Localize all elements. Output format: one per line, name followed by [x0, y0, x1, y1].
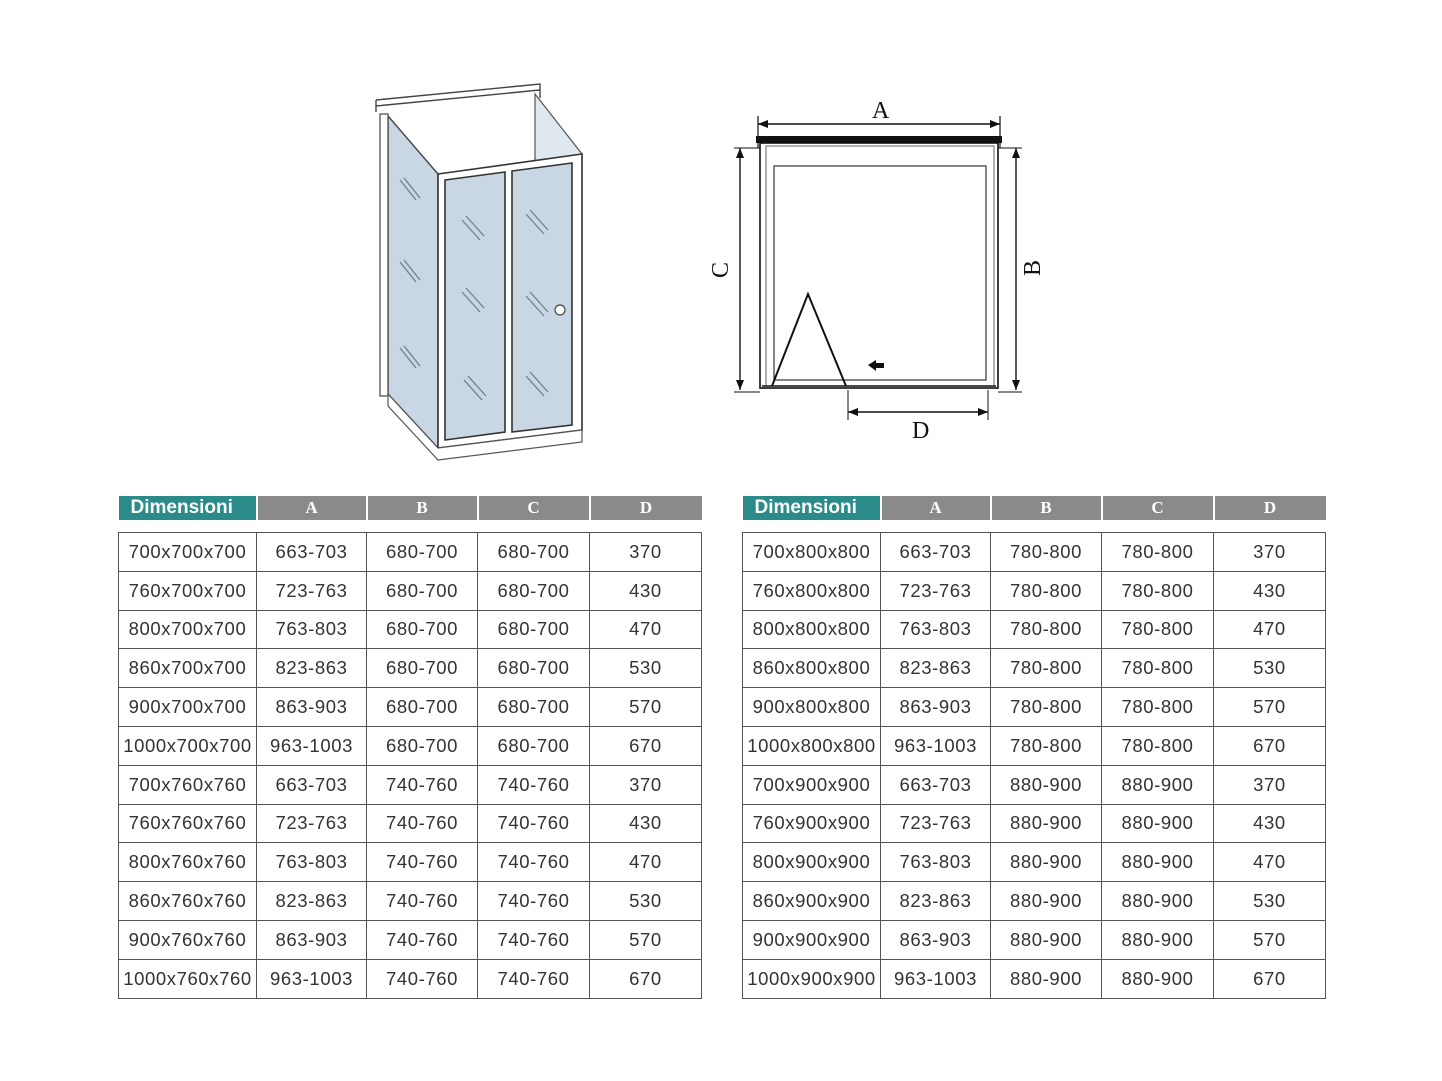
cell-dimensions: 800x900x900 [743, 843, 881, 882]
cell-a: 723-763 [257, 571, 367, 610]
cell-b: 680-700 [367, 726, 478, 765]
column-header-b: B [367, 496, 478, 520]
cell-c: 780-800 [1102, 688, 1214, 727]
cell-d: 570 [590, 688, 702, 727]
dimension-label-d: D [912, 418, 930, 444]
cell-d: 530 [1214, 649, 1326, 688]
dimension-label-b: B [1020, 259, 1046, 277]
cell-d: 570 [1214, 688, 1326, 727]
cell-b: 780-800 [991, 688, 1102, 727]
cell-b: 740-760 [367, 920, 478, 959]
cell-b: 780-800 [991, 533, 1102, 572]
table-row [743, 843, 1326, 882]
cell-a: 963-1003 [881, 726, 991, 765]
cell-c: 740-760 [478, 765, 590, 804]
cell-dimensions: 900x700x700 [119, 688, 257, 727]
cell-b: 880-900 [991, 843, 1102, 882]
cell-dimensions: 700x700x700 [119, 533, 257, 572]
cell-c: 780-800 [1102, 533, 1214, 572]
table-row [119, 688, 702, 727]
cell-a: 863-903 [881, 688, 991, 727]
table-row [743, 920, 1326, 959]
cell-d: 670 [1214, 959, 1326, 998]
cell-dimensions: 1000x700x700 [119, 726, 257, 765]
cell-a: 863-903 [257, 688, 367, 727]
cell-c: 780-800 [1102, 610, 1214, 649]
cell-dimensions: 700x800x800 [743, 533, 881, 572]
cell-d: 670 [590, 959, 702, 998]
cell-c: 740-760 [478, 843, 590, 882]
cell-b: 780-800 [991, 571, 1102, 610]
cell-a: 823-863 [257, 882, 367, 921]
cell-c: 780-800 [1102, 571, 1214, 610]
shower-enclosure-illustration [340, 70, 600, 470]
cell-dimensions: 1000x760x760 [119, 959, 257, 998]
column-header-c: C [1102, 496, 1214, 520]
table-header-row [119, 496, 702, 520]
cell-c: 780-800 [1102, 726, 1214, 765]
cell-dimensions: 760x760x760 [119, 804, 257, 843]
column-header-d: D [1214, 496, 1326, 520]
cell-a: 723-763 [881, 804, 991, 843]
table-row [119, 610, 702, 649]
table-row [743, 610, 1326, 649]
cell-b: 740-760 [367, 765, 478, 804]
table-row [119, 765, 702, 804]
cell-b: 880-900 [991, 804, 1102, 843]
cell-b: 780-800 [991, 610, 1102, 649]
cell-a: 663-703 [257, 533, 367, 572]
cell-a: 863-903 [881, 920, 991, 959]
cell-c: 740-760 [478, 882, 590, 921]
cell-d: 570 [590, 920, 702, 959]
cell-d: 370 [1214, 533, 1326, 572]
cell-d: 670 [590, 726, 702, 765]
cell-a: 763-803 [881, 843, 991, 882]
dimensions-table-right [742, 496, 1326, 999]
cell-dimensions: 860x800x800 [743, 649, 881, 688]
column-header-dimensions: Dimensioni [743, 496, 881, 520]
cell-c: 880-900 [1102, 765, 1214, 804]
cell-b: 740-760 [367, 804, 478, 843]
cell-a: 763-803 [257, 843, 367, 882]
cell-dimensions: 760x900x900 [743, 804, 881, 843]
cell-d: 530 [590, 882, 702, 921]
cell-c: 740-760 [478, 804, 590, 843]
cell-c: 680-700 [478, 688, 590, 727]
cell-dimensions: 860x900x900 [743, 882, 881, 921]
cell-d: 530 [590, 649, 702, 688]
cell-c: 880-900 [1102, 843, 1214, 882]
cell-c: 880-900 [1102, 959, 1214, 998]
table-row [743, 804, 1326, 843]
cell-a: 963-1003 [257, 726, 367, 765]
column-header-d: D [590, 496, 702, 520]
cell-d: 670 [1214, 726, 1326, 765]
cell-dimensions: 860x760x760 [119, 882, 257, 921]
cell-d: 430 [590, 571, 702, 610]
table-row [743, 882, 1326, 921]
cell-a: 863-903 [257, 920, 367, 959]
table-row [119, 726, 702, 765]
cell-d: 370 [1214, 765, 1326, 804]
cell-b: 780-800 [991, 649, 1102, 688]
cell-d: 470 [590, 843, 702, 882]
cell-dimensions: 760x700x700 [119, 571, 257, 610]
cell-dimensions: 700x900x900 [743, 765, 881, 804]
cell-b: 740-760 [367, 959, 478, 998]
cell-dimensions: 700x760x760 [119, 765, 257, 804]
cell-a: 823-863 [257, 649, 367, 688]
table-row [743, 533, 1326, 572]
cell-a: 823-863 [881, 882, 991, 921]
table-row [119, 959, 702, 998]
cell-a: 723-763 [257, 804, 367, 843]
cell-b: 740-760 [367, 882, 478, 921]
cell-b: 680-700 [367, 533, 478, 572]
cell-dimensions: 860x700x700 [119, 649, 257, 688]
column-header-dimensions: Dimensioni [119, 496, 257, 520]
cell-dimensions: 900x800x800 [743, 688, 881, 727]
dimension-label-a: A [872, 98, 890, 124]
cell-b: 680-700 [367, 688, 478, 727]
table-row [119, 920, 702, 959]
cell-c: 680-700 [478, 533, 590, 572]
table-row [743, 765, 1326, 804]
table-row [119, 533, 702, 572]
column-header-c: C [478, 496, 590, 520]
column-header-b: B [991, 496, 1102, 520]
column-header-a: A [881, 496, 991, 520]
dimension-label-c: C [708, 261, 734, 279]
cell-a: 723-763 [881, 571, 991, 610]
table-row [119, 882, 702, 921]
cell-c: 880-900 [1102, 920, 1214, 959]
cell-d: 430 [1214, 571, 1326, 610]
cell-b: 880-900 [991, 920, 1102, 959]
cell-b: 880-900 [991, 959, 1102, 998]
cell-c: 780-800 [1102, 649, 1214, 688]
cell-dimensions: 1000x800x800 [743, 726, 881, 765]
table-row [119, 843, 702, 882]
cell-d: 570 [1214, 920, 1326, 959]
cell-d: 470 [590, 610, 702, 649]
cell-dimensions: 800x700x700 [119, 610, 257, 649]
cell-dimensions: 800x760x760 [119, 843, 257, 882]
table-row [743, 959, 1326, 998]
cell-dimensions: 1000x900x900 [743, 959, 881, 998]
cell-b: 780-800 [991, 726, 1102, 765]
table-row [743, 726, 1326, 765]
cell-a: 963-1003 [257, 959, 367, 998]
cell-d: 370 [590, 765, 702, 804]
cell-d: 430 [590, 804, 702, 843]
cell-c: 680-700 [478, 610, 590, 649]
cell-b: 880-900 [991, 765, 1102, 804]
cell-d: 470 [1214, 610, 1326, 649]
cell-dimensions: 900x760x760 [119, 920, 257, 959]
table-row [743, 688, 1326, 727]
cell-a: 963-1003 [881, 959, 991, 998]
cell-a: 663-703 [257, 765, 367, 804]
cell-a: 823-863 [881, 649, 991, 688]
cell-b: 740-760 [367, 843, 478, 882]
cell-c: 680-700 [478, 571, 590, 610]
table-row [119, 571, 702, 610]
cell-d: 430 [1214, 804, 1326, 843]
cell-dimensions: 900x900x900 [743, 920, 881, 959]
cell-c: 680-700 [478, 649, 590, 688]
cell-a: 763-803 [257, 610, 367, 649]
cell-b: 680-700 [367, 610, 478, 649]
cell-c: 680-700 [478, 726, 590, 765]
cell-c: 880-900 [1102, 882, 1214, 921]
cell-d: 530 [1214, 882, 1326, 921]
table-row [743, 649, 1326, 688]
table-row [743, 571, 1326, 610]
dimensions-table-left [118, 496, 702, 999]
plan-view-diagram [700, 80, 1070, 460]
column-header-a: A [257, 496, 367, 520]
cell-c: 740-760 [478, 920, 590, 959]
cell-dimensions: 760x800x800 [743, 571, 881, 610]
cell-c: 880-900 [1102, 804, 1214, 843]
cell-b: 680-700 [367, 649, 478, 688]
cell-dimensions: 800x800x800 [743, 610, 881, 649]
cell-d: 370 [590, 533, 702, 572]
table-header-row [743, 496, 1326, 520]
cell-c: 740-760 [478, 959, 590, 998]
table-row [119, 804, 702, 843]
table-row [119, 649, 702, 688]
cell-a: 663-703 [881, 533, 991, 572]
cell-a: 663-703 [881, 765, 991, 804]
cell-a: 763-803 [881, 610, 991, 649]
cell-d: 470 [1214, 843, 1326, 882]
cell-b: 880-900 [991, 882, 1102, 921]
cell-b: 680-700 [367, 571, 478, 610]
